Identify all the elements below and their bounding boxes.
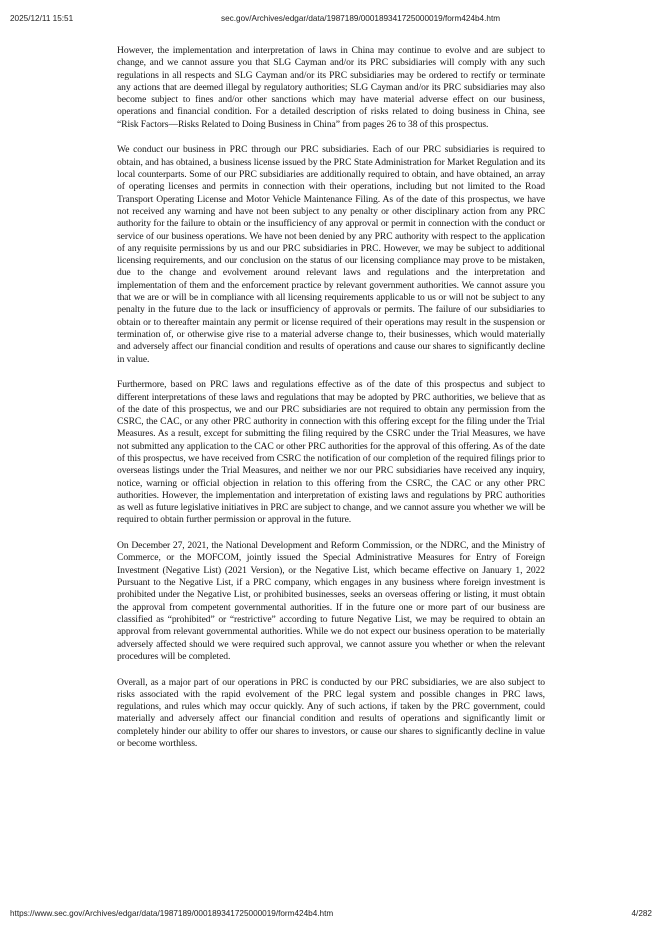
print-url: https://www.sec.gov/Archives/edgar/data/1987189/000189341725000019/form424b4.htm — [10, 909, 334, 918]
paragraph-licenses-permits: We conduct our business in PRC through our PRC subsidiaries. Each of our PRC subsidiaries is required to obtain, and has obtained, a business license issued by the PRC State Administration for Market Regulation and its local counterparts. Some of our PRC subsidiaries are additionally required to obtain, and have obtained, an array of operating licenses and permits in connection with their operations, including but not limited to the Road Transport Operating License and Motor Vehicle Maintenance Filing. As of the date of this prospectus, we have not received any warning and have not been subject to any penalty or other disciplinary action from any PRC authority for the failure to obtain or the insufficiency of any approval or permit in connection with the conduct or service of our business operations. We have not been denied by any PRC authority with respect to the application of any requisite permissions by us and our PRC subsidiaries in PRC. However, we may be subject to additional licensing requirements, and our conclusion on the status of our licensing compliance may prove to be mistaken, due to the change and evolvement around relevant laws and regulations and the interpretation and implementation of them and the enforcement practice by relevant government authorities. We cannot assure you that we are or will be in compliance with all licensing requirements applicable to us or will not be subject to any penalty in the future due to the lack or insufficiency of approvals or permits. The failure of our subsidiaries to obtain or to thereafter maintain any permit or license required of their operations may result in the suspension or termination of, or otherwise give rise to a material adverse change to, their businesses, which would materially and adversely affect our financial condition and results of operations and cause our shares to significantly decline in value. — [117, 144, 545, 365]
paragraph-overall-risk: Overall, as a major part of our operations in PRC is conducted by our PRC subsidiaries, we are also subject to risks associated with the rapid evolvement of the PRC legal system and possible changes in PRC laws, regulations, and rules which may occur quickly. Any of such actions, if taken by the PRC government, could materially and adversely affect our financial condition and results of operations and significantly limit or completely hinder our ability to offer our shares to investors, or cause our shares to significantly decline in value or become worthless. — [117, 676, 545, 749]
print-header — [0, 0, 662, 23]
print-footer — [0, 909, 662, 923]
paragraph-csrc-cac-permissions: Furthermore, based on PRC laws and regulations effective as of the date of this prospectus and subject to different interpretations of these laws and regulations that may be adopted by PRC authorities, we believe that as of the date of this prospectus, we and our PRC subsidiaries are not required to obtain any permission from the CSRC, the CAC, or any other PRC authority in connection with this offering except for the filing under the Trial Measures. As a result, except for submitting the filing required by the CSRC under the Trial Measures, we have not submitted any application to the CAC or other PRC authorities for the approval of this offering. As of the date of this prospectus, we have received from CSRC the notification of our completion of the required filings prior to overseas listings under the Trial Measures, and neither we nor our PRC subsidiaries have received any inquiry, notice, warning or official objection in relation to this offering from the CSRC, the CAC or any other PRC authorities. However, the implementation and interpretation of existing laws and regulations by PRC authorities as well as future legislative initiatives in PRC are subject to change, and we cannot assure you whether we will be required to obtain further permission or approval in the future. — [117, 379, 545, 526]
print-page-title: sec.gov/Archives/edgar/data/1987189/000189341725000019/form424b4.htm — [221, 14, 501, 23]
print-datetime: 2025/12/11 15:51 — [10, 14, 74, 23]
paragraph-regulatory-risk: However, the implementation and interpretation of laws in China may continue to evolve and are subject to change, and we cannot assure you that SLG Cayman and/or its PRC subsidiaries will comply with any such regulations in all respects and SLG Cayman and/or its PRC subsidiaries may be ordered to rectify or terminate any actions that are deemed illegal by regulatory authorities; SLG Cayman and/or its PRC subsidiaries may also become subject to fines and/or other sanctions which may have material adverse effect on our business, operations and financial condition. For a detailed description of risks related to doing business in China, see “Risk Factors—Risks Related to Doing Business in China” from pages 26 to 38 of this prospectus. — [117, 45, 545, 130]
page-indicator: 4/282 — [631, 909, 652, 918]
paragraph-negative-list: On December 27, 2021, the National Development and Reform Commission, or the NDRC, and the Ministry of Commerce, or the MOFCOM, jointly issued the Special Administrative Measures for Entry of Foreign Investment (Negative List) (2021 Version), or the Negative List, which became effective on January 1, 2022 Pursuant to the Negative List, if a PRC company, which engages in any business where foreign investment is prohibited under the Negative List, or prohibited businesses, seeks an overseas offering or listing, it must obtain the approval from competent governmental authorities. If in the future one or more part of our business are classified as “prohibited” or “restrictive” according to future Negative List, we may be required to obtain an approval from relevant governmental authorities. While we do not expect our business operation to be materially adversely affected should we were required such approval, we cannot assure you whether or when the relevant procedures will be completed. — [117, 540, 545, 662]
document-body — [117, 45, 545, 764]
